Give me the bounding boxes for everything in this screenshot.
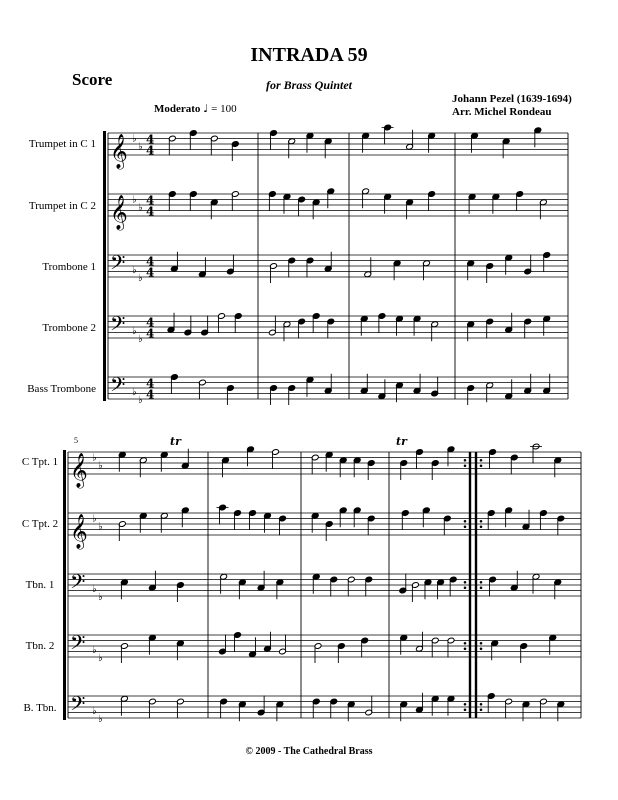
bass-clef-icon: 𝄢: [110, 312, 126, 341]
flat-icon: ♭: [138, 141, 143, 153]
repeat-dot: [480, 642, 483, 645]
time-signature-denominator: 4: [146, 204, 155, 219]
flat-icon: ♭: [98, 714, 103, 725]
system-bracket: [103, 131, 106, 401]
bass-clef-icon: 𝄢: [70, 692, 86, 721]
score-title: INTRADA 59: [250, 44, 368, 66]
flat-icon: ♭: [132, 133, 137, 145]
repeat-dot: [464, 586, 467, 589]
time-signature-denominator: 4: [146, 265, 155, 280]
flat-icon: ♭: [92, 583, 97, 595]
treble-clef-icon: 𝄞: [110, 195, 128, 230]
repeat-dot: [480, 464, 483, 467]
tempo-bpm: = 100: [211, 103, 237, 115]
bass-clef-icon: 𝄢: [70, 570, 86, 599]
flat-icon: ♭: [92, 644, 97, 656]
time-signature-numerator: 4: [146, 315, 155, 330]
flat-icon: ♭: [98, 460, 103, 472]
flat-icon: ♭: [138, 273, 143, 284]
score-label: Score: [72, 70, 113, 89]
repeat-dot: [464, 647, 467, 650]
trill-ornament: tr: [170, 435, 181, 448]
treble-clef-icon: 𝄞: [110, 134, 128, 169]
bass-clef-icon: 𝄢: [110, 251, 126, 280]
repeat-dot: [480, 525, 483, 528]
instrument-label-c-tpt-1: C Tpt. 1: [21, 456, 59, 468]
copyright-notice: © 2009 - The Cathedral Brass: [245, 746, 373, 757]
bass-clef-icon: 𝄢: [110, 373, 126, 402]
repeat-dot: [480, 708, 483, 711]
flat-icon: ♭: [98, 521, 103, 533]
time-signature-numerator: 4: [146, 376, 155, 391]
repeat-dot: [464, 703, 467, 706]
repeat-dot: [464, 464, 467, 467]
instrument-label-tbn-2: Tbn. 2: [25, 640, 55, 652]
system-bracket: [63, 450, 66, 720]
instrument-label-trumpet-1: Trumpet in C 1: [28, 138, 96, 150]
flat-icon: ♭: [132, 325, 137, 337]
repeat-dot: [464, 520, 467, 523]
repeat-dot: [464, 525, 467, 528]
flat-icon: ♭: [138, 334, 143, 345]
time-signature-numerator: 4: [146, 254, 155, 269]
instrument-label-trombone-2: Trombone 2: [42, 322, 96, 334]
repeat-dot: [480, 703, 483, 706]
instrument-label-tbn-1: Tbn. 1: [25, 579, 55, 591]
repeat-dot: [464, 642, 467, 645]
instrument-label-trombone-1: Trombone 1: [42, 261, 96, 273]
repeat-dot: [480, 520, 483, 523]
flat-icon: ♭: [138, 395, 143, 406]
repeat-dot: [480, 586, 483, 589]
time-signature-numerator: 4: [146, 193, 155, 208]
repeat-dot: [464, 459, 467, 462]
instrument-label-b-tbn: B. Tbn.: [23, 702, 57, 714]
flat-icon: ♭: [132, 264, 137, 276]
flat-icon: ♭: [92, 705, 97, 717]
time-signature-denominator: 4: [146, 143, 155, 158]
score-subtitle: for Brass Quintet: [265, 78, 353, 92]
arranger-credit: Arr. Michel Rondeau: [452, 106, 552, 118]
instrument-label-bass-trombone: Bass Trombone: [27, 383, 96, 395]
repeat-dot: [480, 581, 483, 584]
time-signature-numerator: 4: [146, 132, 155, 147]
flat-icon: ♭: [92, 452, 97, 464]
instrument-label-trumpet-2: Trumpet in C 2: [28, 200, 96, 212]
trill-ornament: tr: [396, 435, 407, 448]
repeat-dot: [480, 647, 483, 650]
flat-icon: ♭: [92, 513, 97, 525]
flat-icon: ♭: [132, 386, 137, 398]
measure-number: 5: [74, 436, 78, 445]
repeat-dot: [464, 708, 467, 711]
treble-clef-icon: 𝄞: [70, 514, 88, 549]
time-signature-denominator: 4: [146, 387, 155, 402]
flat-icon: ♭: [132, 194, 137, 206]
bass-clef-icon: 𝄢: [70, 631, 86, 660]
repeat-dot: [480, 459, 483, 462]
flat-icon: ♭: [98, 653, 103, 664]
time-signature-denominator: 4: [146, 326, 155, 341]
flat-icon: ♭: [138, 202, 143, 214]
repeat-dot: [464, 581, 467, 584]
instrument-label-c-tpt-2: C Tpt. 2: [21, 518, 59, 530]
flat-icon: ♭: [98, 592, 103, 603]
quarter-note-icon: ♩: [203, 102, 209, 115]
treble-clef-icon: 𝄞: [70, 453, 88, 488]
composer-credit: Johann Pezel (1639-1694): [452, 93, 572, 105]
tempo-text: Moderato: [154, 103, 201, 115]
